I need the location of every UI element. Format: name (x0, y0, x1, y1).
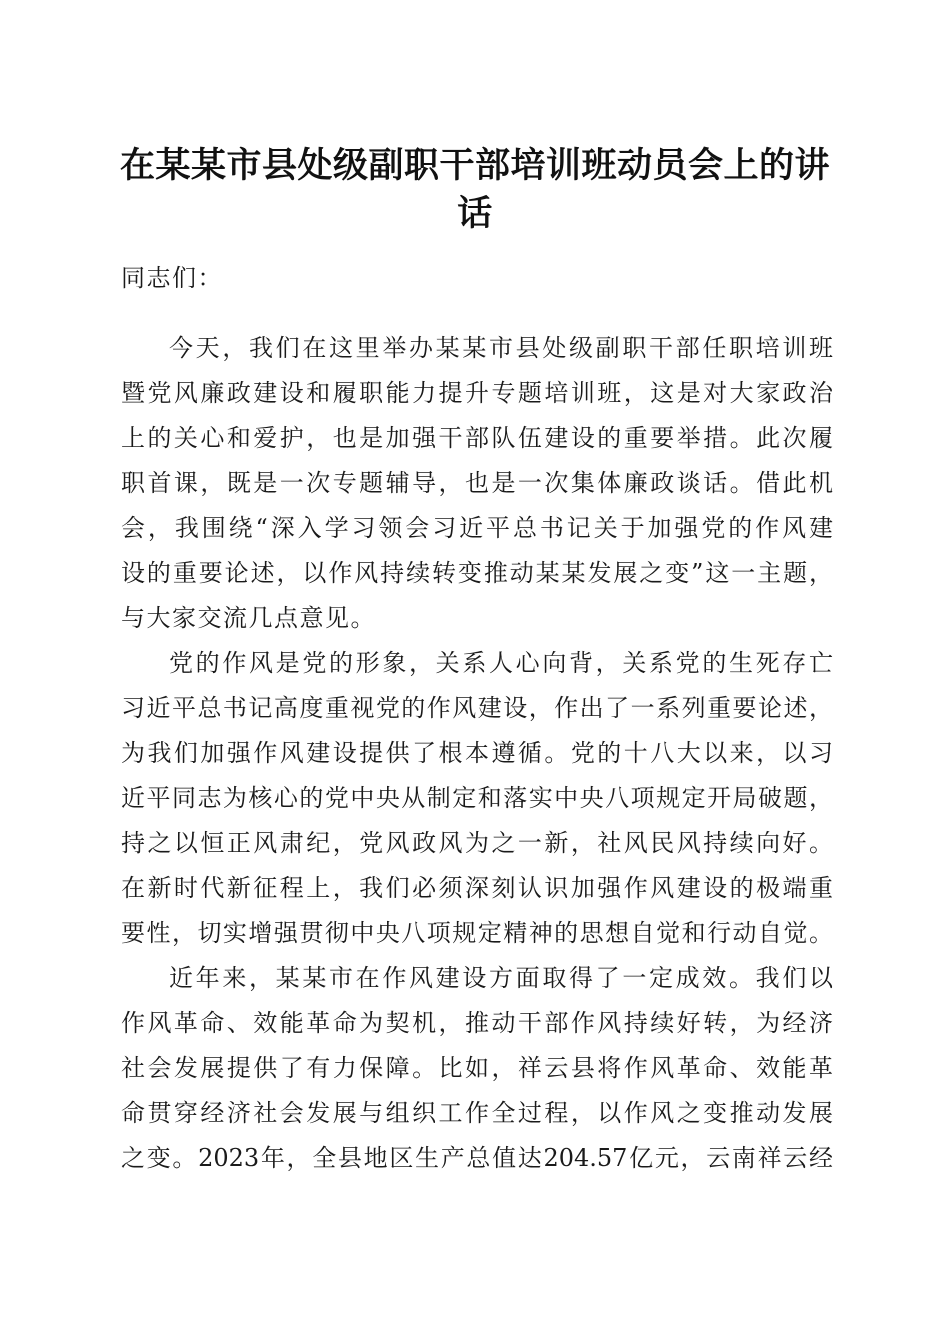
body-line: 命贯穿经济社会发展与组织工作全过程，以作风之变推动发展 (121, 1099, 833, 1127)
body-line: 近平同志为核心的党中央从制定和落实中央八项规定开局破题， (121, 784, 833, 812)
body-line: 上的关心和爱护，也是加强干部队伍建设的重要举措。此次履 (121, 424, 833, 452)
body-line: 党的作风是党的形象，关系人心向背，关系党的生死存亡 (169, 649, 833, 677)
salutation: 同志们： (121, 264, 223, 292)
body-line: 之变。2023年，全县地区生产总值达204.57亿元，云南祥云经 (121, 1144, 833, 1172)
document-title-line-1: 在某某市县处级副职干部培训班动员会上的讲 (119, 145, 830, 186)
body-line: 作风革命、效能革命为契机，推动干部作风持续好转，为经济 (121, 1009, 833, 1037)
body-line: 与大家交流几点意见。 (121, 604, 376, 632)
body-line: 暨党风廉政建设和履职能力提升专题培训班，这是对大家政治 (121, 379, 833, 407)
body-line: 会，我围绕“深入学习领会习近平总书记关于加强党的作风建 (121, 514, 833, 542)
body-line: 为我们加强作风建设提供了根本遵循。党的十八大以来，以习 (121, 739, 833, 767)
body-line: 职首课，既是一次专题辅导，也是一次集体廉政谈话。借此机 (121, 469, 833, 497)
body-line: 持之以恒正风肃纪，党风政风为之一新，社风民风持续向好。 (121, 829, 833, 857)
body-line: 习近平总书记高度重视党的作风建设，作出了一系列重要论述， (121, 694, 833, 722)
body-line: 今天，我们在这里举办某某市县处级副职干部任职培训班 (169, 334, 833, 362)
document-title-line-2: 话 (457, 193, 493, 234)
body-line: 社会发展提供了有力保障。比如，祥云县将作风革命、效能革 (121, 1054, 833, 1082)
body-line: 设的重要论述，以作风持续转变推动某某发展之变”这一主题， (121, 559, 833, 587)
body-line: 近年来，某某市在作风建设方面取得了一定成效。我们以 (169, 964, 833, 992)
body-line: 要性，切实增强贯彻中央八项规定精神的思想自觉和行动自觉。 (121, 919, 833, 947)
body-line: 在新时代新征程上，我们必须深刻认识加强作风建设的极端重 (121, 874, 833, 902)
